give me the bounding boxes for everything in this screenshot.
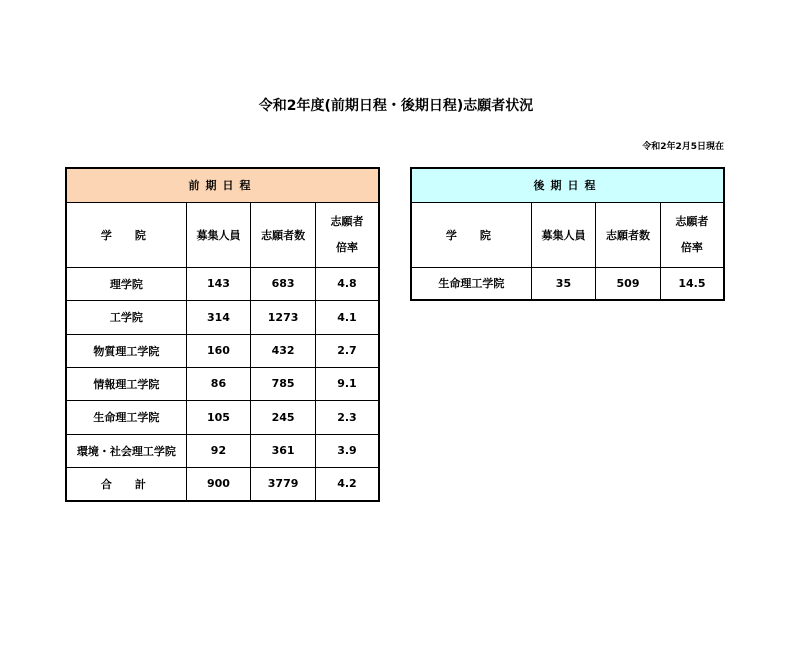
row-faculty: 生命理工学院	[411, 267, 531, 300]
total-quota: 900	[186, 467, 251, 501]
row-faculty: 理学院	[66, 267, 186, 300]
row-applicants: 509	[596, 267, 661, 300]
table-row	[411, 267, 724, 300]
row-ratio: 2.7	[315, 334, 379, 367]
row-ratio: 9.1	[315, 367, 379, 400]
as-of-date: 令和2年2月5日現在	[642, 142, 724, 152]
col-ratio-top: 志願者	[675, 214, 709, 228]
row-applicants: 1273	[251, 300, 316, 334]
col-faculty: 学 院	[411, 202, 531, 267]
row-quota: 143	[186, 267, 251, 300]
row-ratio: 14.5	[660, 267, 724, 300]
row-quota: 160	[186, 334, 251, 367]
col-quota: 募集人員	[531, 202, 596, 267]
row-faculty: 工学院	[66, 300, 186, 334]
row-ratio: 3.9	[315, 434, 379, 467]
row-quota: 92	[186, 434, 251, 467]
row-applicants: 683	[251, 267, 316, 300]
row-ratio: 2.3	[315, 400, 379, 434]
col-ratio-bottom: 倍率	[335, 240, 358, 254]
kouki-header: 後期日程	[411, 168, 724, 202]
zenki-table	[65, 167, 380, 502]
row-quota: 314	[186, 300, 251, 334]
total-applicants: 3779	[251, 467, 316, 501]
row-faculty: 環境・社会理工学院	[66, 434, 186, 467]
row-quota: 105	[186, 400, 251, 434]
row-faculty: 物質理工学院	[66, 334, 186, 367]
col-ratio-top: 志願者	[330, 214, 364, 228]
table-row	[66, 267, 379, 300]
col-ratio	[315, 202, 379, 267]
table-row	[66, 367, 379, 400]
zenki-header: 前期日程	[66, 168, 379, 202]
table-row	[66, 400, 379, 434]
page-title: 令和2年度(前期日程・後期日程)志願者状況	[258, 98, 534, 114]
total-label: 合 計	[66, 467, 186, 501]
row-quota: 35	[531, 267, 596, 300]
col-applicants: 志願者数	[596, 202, 661, 267]
row-faculty: 生命理工学院	[66, 400, 186, 434]
row-faculty: 情報理工学院	[66, 367, 186, 400]
row-applicants: 245	[251, 400, 316, 434]
row-ratio: 4.1	[315, 300, 379, 334]
table-row	[66, 434, 379, 467]
row-quota: 86	[186, 367, 251, 400]
col-applicants: 志願者数	[251, 202, 316, 267]
col-ratio-bottom: 倍率	[680, 240, 703, 254]
col-ratio	[660, 202, 724, 267]
col-quota: 募集人員	[186, 202, 251, 267]
row-ratio: 4.8	[315, 267, 379, 300]
kouki-table	[410, 167, 725, 301]
row-applicants: 361	[251, 434, 316, 467]
table-row	[66, 300, 379, 334]
row-applicants: 432	[251, 334, 316, 367]
total-row	[66, 467, 379, 501]
total-ratio: 4.2	[315, 467, 379, 501]
col-faculty: 学 院	[66, 202, 186, 267]
table-row	[66, 334, 379, 367]
row-applicants: 785	[251, 367, 316, 400]
